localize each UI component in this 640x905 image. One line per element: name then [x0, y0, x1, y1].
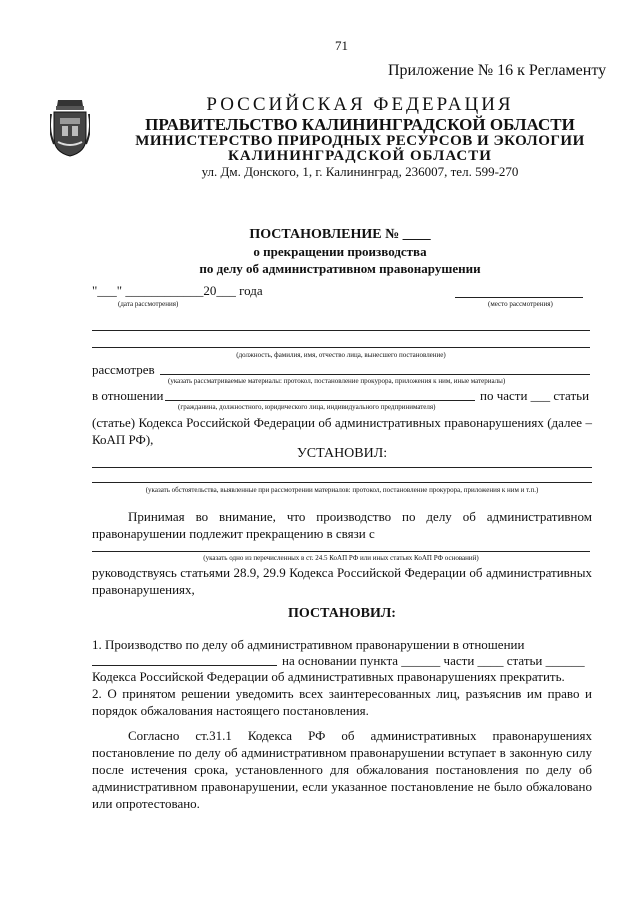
considering-line — [92, 551, 590, 552]
established-caption: (указать обстоятельства, выявленные при рассмотрении материалов: протокол, постановление прокурора, приложения к ним и т.п.) — [145, 486, 539, 494]
header-government: ПРАВИТЕЛЬСТВО КАЛИНИНГРАДСКОЙ ОБЛАСТИ — [145, 115, 575, 134]
header-address: ул. Дм. Донского, 1, г. Калининград, 236007, тел. 599-270 — [201, 164, 519, 179]
regarding-line — [165, 400, 475, 401]
guided-text: руководствуясь статьями 28.9, 29.9 Кодекса Российской Федерации об административных правонарушениях, — [92, 565, 592, 597]
date-field: "___" ____________20___ года — [92, 283, 263, 298]
regarding-caption: (гражданина, должностного, юридического лица, индивидуального предпринимателя) — [178, 403, 436, 411]
established-line-2 — [92, 482, 592, 483]
resolved-item1-c: Кодекса Российской Федерации об административных правонарушениях прекратить. — [92, 669, 565, 684]
resolved-item1-a: 1. Производство по делу об административном правонарушении в отношении — [92, 637, 525, 652]
final-paragraph: Согласно ст.31.1 Кодекса РФ об административных правонарушениях постановление по делу об административном правонарушении вступает в законную силу после истечения срока, установленного для обжалования постановления по делу об административном правонарушении, если указанное постановление не было обжаловано или опротестовано. — [92, 728, 592, 811]
resolved-heading: ПОСТАНОВИЛ: — [288, 606, 396, 621]
place-caption: (место рассмотрения) — [488, 300, 553, 308]
resolved-item1-line — [92, 665, 277, 666]
official-caption: (должность, фамилия, имя, отчество лица, вынесшего постановление) — [236, 351, 446, 359]
resolved-item2: 2. О принятом решении уведомить всех заинтересованных лиц, разъяснив им право и порядок обжалования настоящего постановления. — [92, 686, 592, 718]
document-subtitle-1: о прекращении производства — [253, 244, 427, 259]
official-line-2 — [92, 347, 590, 348]
attachment-note: Приложение № 16 к Регламенту — [388, 62, 607, 79]
official-line-1 — [92, 330, 590, 331]
regarding-label: в отношении — [92, 388, 164, 403]
date-caption: (дата рассмотрения) — [118, 300, 179, 308]
established-line-1 — [92, 467, 592, 468]
established-heading: УСТАНОВИЛ: — [296, 446, 388, 461]
regarding-part-text: по части ___ статьи — [480, 388, 590, 403]
document-title: ПОСТАНОВЛЕНИЕ № ____ — [249, 227, 431, 242]
header-ministry-line2: КАЛИНИНГРАДСКОЙ ОБЛАСТИ — [228, 148, 492, 164]
place-line — [455, 297, 583, 298]
header-country: РОССИЙСКАЯ ФЕДЕРАЦИЯ — [206, 94, 514, 115]
coat-of-arms-emblem — [50, 96, 90, 158]
regarding-continuation: (статье) Кодекса Российской Федерации об административных правонарушениях (далее – КоАП РФ), — [92, 415, 592, 447]
header-ministry-line1: МИНИСТЕРСТВО ПРИРОДНЫХ РЕСУРСОВ И ЭКОЛОГИИ — [135, 133, 585, 149]
considering-caption: (указать одно из перечисленных в ст. 24.5 КоАП РФ или иных статьях КоАП РФ оснований) — [203, 554, 479, 562]
page-number: 71 — [335, 38, 348, 53]
reviewed-label: рассмотрев — [92, 362, 155, 377]
document-subtitle-2: по делу об административном правонарушении — [199, 261, 481, 276]
reviewed-line — [160, 374, 590, 375]
resolved-item1-b: на основании пункта ______ части ____ статьи ______ — [282, 653, 585, 668]
reviewed-caption: (указать рассматриваемые материалы: протокол, постановление прокурора, приложения к ним, иные материалы) — [168, 377, 506, 385]
considering-text: Принимая во внимание, что производство по делу об административном правонарушении подлежит прекращению в связи с — [92, 509, 592, 541]
